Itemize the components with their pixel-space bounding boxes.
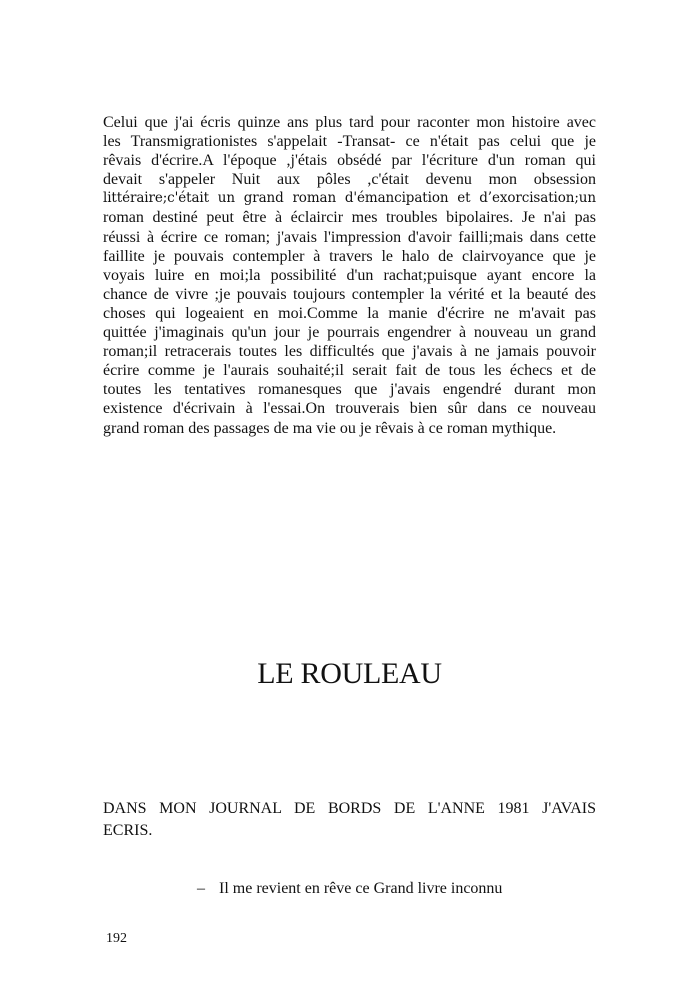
body-line: quittée j'imaginais qu'un jour je pourrais engendrer à nouveau un grand [103,324,596,342]
body-line: voyais luire en moi;la possibilité d'un rachat;puisque ayant encore la [103,266,596,284]
body-line: grand roman des passages de ma vie ou je rêvais à ce roman mythique. [103,419,557,437]
body-line: roman;il retracerais toutes les difficultés que j'avais à ne jamais pouvoir [103,343,596,361]
body-line: toutes les tentatives romanesques que j'avais engendré durant mon [103,381,596,399]
body-line: rêvais d'écrire.A l'époque ,j'étais obsédé par l'écriture d'un roman qui [103,152,596,170]
journal-note-line: DANS MON JOURNAL DE BORDS DE L'ANNE 1981 J'AVAIS [103,800,596,817]
body-line: faillite je pouvais contempler à travers le halo de clairvoyance que je [103,247,596,265]
dash-bullet: – [197,880,205,897]
quote-list-item [197,878,502,900]
body-line: réussi à écrire ce roman; j'avais l'impression d'avoir failli;mais dans cette [103,228,596,246]
quote-text: Il me revient en rêve ce Grand livre inconnu [219,880,503,897]
body-line: Celui que j'ai écris quinze ans plus tard pour raconter mon histoire avec [103,114,596,131]
journal-note [103,798,596,842]
body-line: littéraire;c'était un grand roman d'émancipation et d’exorcisation;un [103,190,596,207]
journal-note-line: ECRIS. [103,822,153,839]
page-number: 192 [106,931,127,946]
body-paragraph [103,113,596,438]
section-title: LE ROULEAU [257,657,442,690]
body-line: les Transmigrationistes s'appelait -Transat- ce n'était pas celui que je [103,133,596,151]
body-line: existence d'écrivain à l'essai.On trouverais bien sûr dans ce nouveau [103,400,596,418]
body-line: choses qui logeaient en moi.Comme la manie d'écrire ne m'avait pas [103,304,596,322]
body-line: devait s'appeler Nuit aux pôles ,c'était devenu mon obsession [103,171,596,189]
body-line: chance de vivre ;je pouvais toujours contempler la vérité et la beauté des [103,285,596,303]
body-line: écrire comme je l'aurais souhaité;il serait fait de tous les échecs et de [103,362,596,380]
body-line: roman destiné peut être à éclaircir mes troubles bipolaires. Je n'ai pas [103,209,596,227]
